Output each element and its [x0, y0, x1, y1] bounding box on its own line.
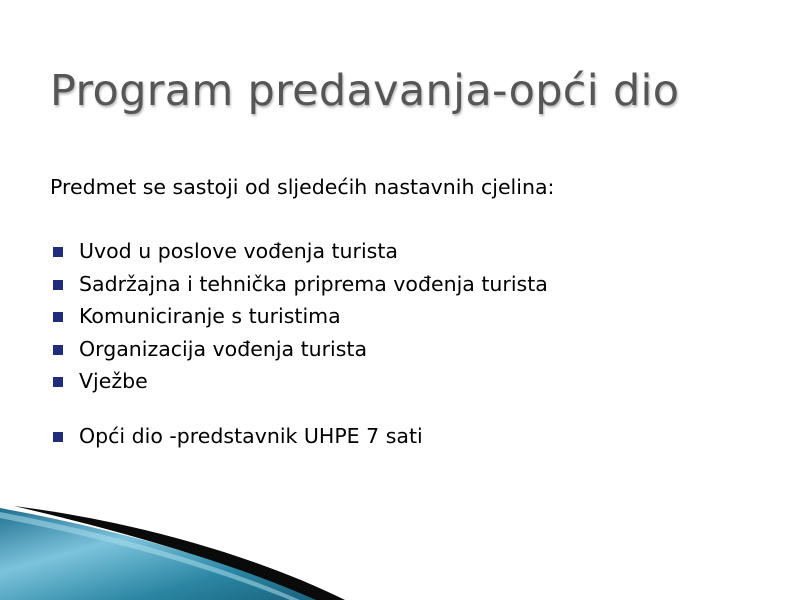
intro-text: Predmet se sastoji od sljedećih nastavnih cjelina: [50, 175, 555, 199]
square-bullet-icon [53, 312, 63, 322]
decorative-swoosh [0, 500, 800, 600]
list-item [50, 270, 548, 303]
list-item-text: Sadržajna i tehnička priprema vođenja turista [79, 271, 548, 296]
list-item-text: Organizacija vođenja turista [79, 336, 368, 361]
slide-title: Program predavanja-opći dio [50, 66, 680, 116]
square-bullet-icon [53, 432, 63, 442]
list-item [50, 367, 548, 400]
square-bullet-icon [53, 345, 63, 355]
list-item [50, 237, 548, 270]
square-bullet-icon [53, 247, 63, 257]
bullet-list [50, 237, 548, 455]
list-item [50, 422, 548, 455]
list-item-text: Uvod u poslove vođenja turista [79, 239, 398, 263]
list-item-text: Komuniciranje s turistima [79, 304, 341, 329]
list-item-text: Opći dio -predstavnik UHPE 7 sati [79, 423, 423, 448]
square-bullet-icon [53, 280, 63, 290]
list-item [50, 335, 548, 368]
list-item [50, 302, 548, 335]
list-item-text: Vježbe [79, 369, 148, 394]
square-bullet-icon [53, 377, 63, 387]
